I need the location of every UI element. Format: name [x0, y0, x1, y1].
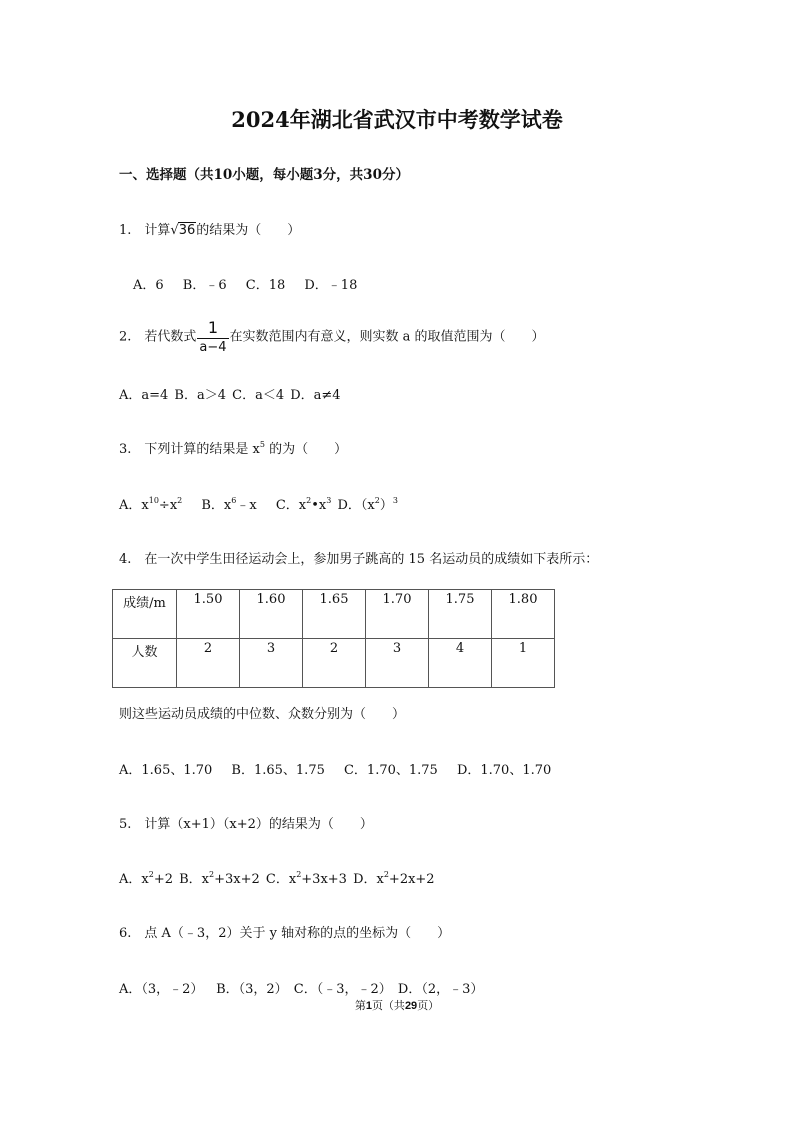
- table-row: [113, 639, 555, 688]
- page-footer: [0, 997, 794, 1013]
- question-3-post: 的为（ ）: [264, 442, 348, 457]
- question-2-post: 在实数范围内有意义，则实数 a 的取值范围为（ ）: [229, 329, 545, 345]
- option-d-rest: +2x+2: [388, 872, 435, 887]
- table-cell: 1.65: [303, 590, 366, 639]
- exponent: 2: [209, 870, 215, 879]
- fraction-numerator: 1: [207, 318, 219, 337]
- exponent: 2: [296, 870, 302, 879]
- exponent: 10: [148, 496, 159, 505]
- question-1-pre: 1. 计算: [119, 223, 171, 238]
- footer-mid: 页（共: [371, 999, 405, 1012]
- footer-pre: 第: [354, 999, 366, 1012]
- question-3-pre: 3. 下列计算的结果是 x: [119, 442, 260, 457]
- question-4: 4. 在一次中学生田径运动会上，参加男子跳高的 15 名运动员的成绩如下表所示：: [119, 552, 599, 567]
- question-5: 5. 计算（x+1）（x+2）的结果为（ ）: [119, 817, 373, 832]
- table-cell: 2: [177, 639, 240, 688]
- option-d: +3x+3 D．x: [301, 872, 384, 887]
- exponent: 2: [148, 870, 154, 879]
- question-4-options: A．1.65、1.70 B．1.65、1.75 C．1.70、1.75 D．1.70、1.70: [119, 763, 552, 778]
- option-a: A．x: [119, 872, 149, 887]
- exponent: 6: [231, 496, 237, 505]
- option-d: D．（x: [331, 498, 375, 513]
- table-cell: 4: [429, 639, 492, 688]
- option-c: C．x: [256, 498, 307, 513]
- question-3-options: [119, 494, 398, 513]
- table-cell: 2: [303, 639, 366, 688]
- page-number: 1: [365, 1000, 372, 1012]
- question-3: [119, 438, 347, 457]
- table-cell: 1.70: [366, 590, 429, 639]
- table-cell: 1.75: [429, 590, 492, 639]
- sqrt-expression: √36: [170, 223, 196, 238]
- section-heading: 一、选择题（共10小题，每小题3分，共30分）: [119, 167, 409, 183]
- table-cell: 成绩/m: [113, 590, 177, 639]
- option-a: A．x: [119, 498, 149, 513]
- footer-post: 页）: [417, 999, 440, 1012]
- option-a-rest: ÷x: [158, 498, 178, 513]
- question-1-post: 的结果为（ ）: [196, 223, 301, 238]
- option-b-rest: ﹣x: [236, 498, 257, 513]
- question-2-pre: 2. 若代数式: [119, 329, 197, 345]
- option-b: B．x: [182, 498, 232, 513]
- table-cell: 3: [366, 639, 429, 688]
- question-6: 6. 点 A（﹣3，2）关于 y 轴对称的点的坐标为（ ）: [119, 926, 451, 941]
- question-1: [119, 219, 300, 238]
- fraction-denominator: a−4: [199, 340, 227, 355]
- question-2: [119, 320, 545, 354]
- page-total: 29: [404, 1000, 418, 1012]
- question-4-prompt: 则这些运动员成绩的中位数、众数分别为（ ）: [119, 707, 406, 722]
- exam-title: 2024年湖北省武汉市中考数学试卷: [231, 107, 563, 132]
- exponent: 2: [177, 496, 183, 505]
- fraction-expression: [197, 320, 228, 354]
- question-1-options: A．6 B．﹣6 C．18 D．﹣18: [133, 278, 358, 293]
- table-row: [113, 590, 555, 639]
- exponent: 2: [374, 496, 380, 505]
- question-5-options: [119, 868, 435, 887]
- table-cell: 1.50: [177, 590, 240, 639]
- sqrt-radicand: 36: [178, 223, 196, 238]
- exponent: 5: [259, 440, 265, 449]
- exponent: 3: [326, 496, 332, 505]
- question-6-options: A．（3，﹣2） B．（3，2） C．（﹣3，﹣2） D．（2，﹣3）: [119, 982, 484, 997]
- score-table: [112, 589, 555, 688]
- table-cell: 1: [492, 639, 555, 688]
- exponent: 2: [306, 496, 312, 505]
- exponent: 2: [383, 870, 389, 879]
- exponent: 3: [392, 496, 398, 505]
- table-cell: 3: [240, 639, 303, 688]
- question-2-options: A．a=4 B．a＞4 C．a＜4 D．a≠4: [119, 388, 341, 403]
- option-c: +3x+2 C．x: [214, 872, 297, 887]
- table-cell: 人数: [113, 639, 177, 688]
- option-d-rest: ）: [379, 498, 393, 513]
- option-c-rest: •x: [311, 498, 327, 513]
- table-cell: 1.80: [492, 590, 555, 639]
- option-b: +2 B．x: [153, 872, 210, 887]
- table-cell: 1.60: [240, 590, 303, 639]
